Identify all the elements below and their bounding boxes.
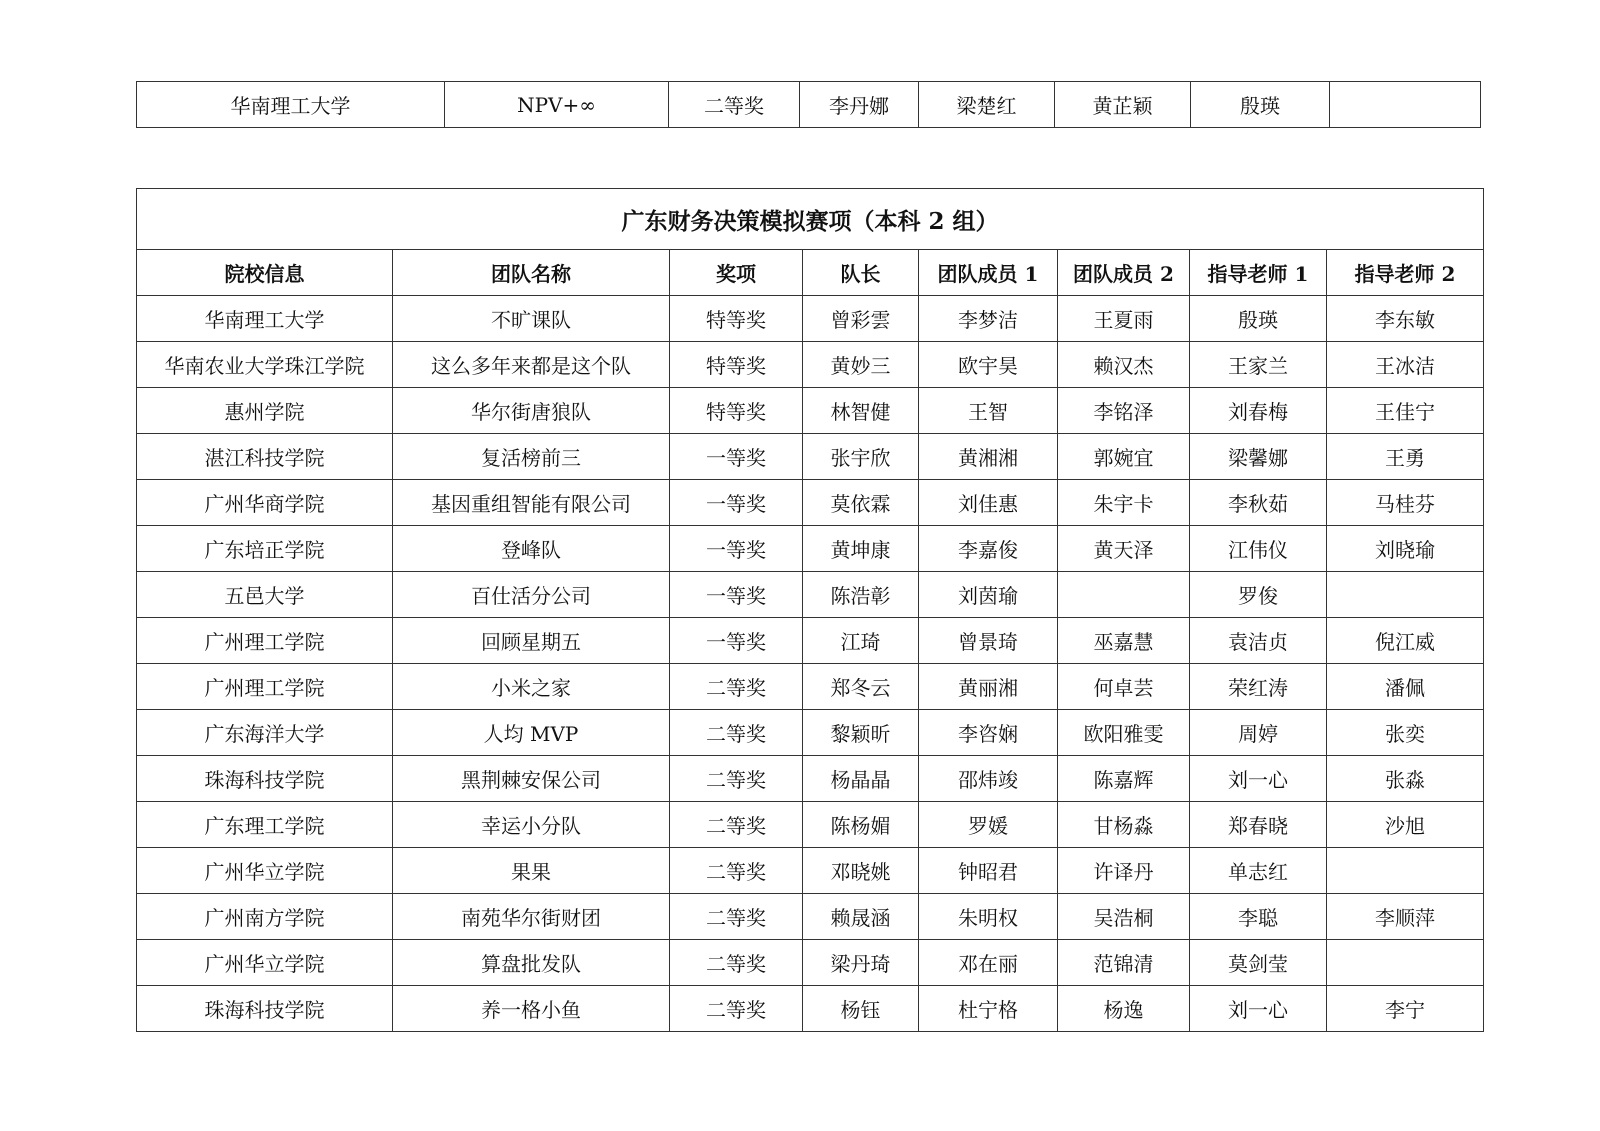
table-row	[137, 342, 1484, 388]
cell-member-2: 朱宇卡	[1058, 480, 1190, 526]
cell-team-name: 登峰队	[393, 526, 670, 572]
cell-team-name: 基因重组智能有限公司	[393, 480, 670, 526]
cell-captain: 黎颖昕	[803, 710, 919, 756]
cell-member-1: 李梦洁	[919, 296, 1058, 342]
cell-captain: 林智健	[803, 388, 919, 434]
cell-member-2	[1058, 572, 1190, 618]
cell-award: 二等奖	[670, 940, 803, 986]
cell-school: 广州南方学院	[137, 894, 393, 940]
cell-award: 特等奖	[670, 388, 803, 434]
cell-team-name: 果果	[393, 848, 670, 894]
cell-award: 二等奖	[670, 664, 803, 710]
cell-captain: 江琦	[803, 618, 919, 664]
table-header-row	[137, 250, 1484, 296]
cell-award: 二等奖	[670, 894, 803, 940]
cell-team-name: 黑荆棘安保公司	[393, 756, 670, 802]
cell-award: 特等奖	[670, 296, 803, 342]
cell-advisor-2: 王佳宁	[1327, 388, 1484, 434]
table-row	[137, 618, 1484, 664]
cell-advisor-1: 李秋茹	[1190, 480, 1327, 526]
cell-member-2: 赖汉杰	[1058, 342, 1190, 388]
column-header-award: 奖项	[670, 250, 803, 296]
cell-captain: 杨钰	[803, 986, 919, 1032]
cell-school: 湛江科技学院	[137, 434, 393, 480]
cell-member-2: 郭婉宜	[1058, 434, 1190, 480]
cell-advisor-2: 张奕	[1327, 710, 1484, 756]
cell-advisor-1: 殷瑛	[1190, 296, 1327, 342]
cell-team-name: 养一格小鱼	[393, 986, 670, 1032]
cell-member-1: 罗媛	[919, 802, 1058, 848]
cell-captain: 黄妙三	[803, 342, 919, 388]
column-header-member-2: 团队成员 2	[1058, 250, 1190, 296]
cell-school: 广东海洋大学	[137, 710, 393, 756]
cell-member-2: 李铭泽	[1058, 388, 1190, 434]
cell-school: 广东培正学院	[137, 526, 393, 572]
cell-member-2: 巫嘉慧	[1058, 618, 1190, 664]
table-row	[137, 82, 1481, 128]
column-header-advisor-2: 指导老师 2	[1327, 250, 1484, 296]
cell-advisor-2: 王冰洁	[1327, 342, 1484, 388]
cell-advisor-2	[1327, 572, 1484, 618]
cell-school: 广州华立学院	[137, 848, 393, 894]
table-row	[137, 480, 1484, 526]
cell-advisor-1: 荣红涛	[1190, 664, 1327, 710]
cell-advisor-1: 李聪	[1190, 894, 1327, 940]
cell-school: 珠海科技学院	[137, 756, 393, 802]
cell-member-1: 刘茵瑜	[919, 572, 1058, 618]
cell-school: 广州华商学院	[137, 480, 393, 526]
table-row	[137, 664, 1484, 710]
cell-school: 五邑大学	[137, 572, 393, 618]
cell-captain: 曾彩雲	[803, 296, 919, 342]
cell-member-1: 邓在丽	[919, 940, 1058, 986]
table-row	[137, 756, 1484, 802]
cell-advisor-1: 刘春梅	[1190, 388, 1327, 434]
cell-award: 一等奖	[670, 526, 803, 572]
cell-member-2: 陈嘉辉	[1058, 756, 1190, 802]
cell-advisor-2: 李宁	[1327, 986, 1484, 1032]
cell-captain: 郑冬云	[803, 664, 919, 710]
cell-advisor-2: 刘晓瑜	[1327, 526, 1484, 572]
cell-member-2: 黄芷颖	[1055, 82, 1191, 128]
cell-team-name: NPV+∞	[445, 82, 669, 128]
cell-captain: 邓晓姚	[803, 848, 919, 894]
cell-team-name: 南苑华尔街财团	[393, 894, 670, 940]
cell-advisor-1: 单志红	[1190, 848, 1327, 894]
cell-school: 广州华立学院	[137, 940, 393, 986]
cell-award: 特等奖	[670, 342, 803, 388]
cell-member-2: 王夏雨	[1058, 296, 1190, 342]
cell-team-name: 百仕活分公司	[393, 572, 670, 618]
column-header-member-1: 团队成员 1	[919, 250, 1058, 296]
table-row	[137, 296, 1484, 342]
cell-advisor-1: 江伟仪	[1190, 526, 1327, 572]
cell-team-name: 不旷课队	[393, 296, 670, 342]
cell-award: 二等奖	[669, 82, 800, 128]
cell-captain: 陈杨媚	[803, 802, 919, 848]
cell-advisor-2: 王勇	[1327, 434, 1484, 480]
cell-school: 华南理工大学	[137, 82, 445, 128]
cell-member-1: 朱明权	[919, 894, 1058, 940]
cell-school: 惠州学院	[137, 388, 393, 434]
column-header-school: 院校信息	[137, 250, 393, 296]
cell-advisor-2: 李东敏	[1327, 296, 1484, 342]
cell-award: 二等奖	[670, 848, 803, 894]
table-row	[137, 802, 1484, 848]
table-row	[137, 894, 1484, 940]
cell-advisor-2: 马桂芬	[1327, 480, 1484, 526]
cell-school: 广州理工学院	[137, 618, 393, 664]
cell-advisor-1: 刘一心	[1190, 756, 1327, 802]
cell-captain: 黄坤康	[803, 526, 919, 572]
cell-school: 华南理工大学	[137, 296, 393, 342]
cell-captain: 杨晶晶	[803, 756, 919, 802]
cell-advisor-2: 潘佩	[1327, 664, 1484, 710]
cell-member-1: 杜宁格	[919, 986, 1058, 1032]
cell-advisor-2: 沙旭	[1327, 802, 1484, 848]
cell-advisor-1: 袁洁贞	[1190, 618, 1327, 664]
cell-advisor-1: 王家兰	[1190, 342, 1327, 388]
cell-member-1: 梁楚红	[919, 82, 1055, 128]
cell-advisor-1: 梁馨娜	[1190, 434, 1327, 480]
cell-team-name: 小米之家	[393, 664, 670, 710]
cell-team-name: 回顾星期五	[393, 618, 670, 664]
cell-award: 二等奖	[670, 986, 803, 1032]
cell-advisor-1: 刘一心	[1190, 986, 1327, 1032]
cell-captain: 张宇欣	[803, 434, 919, 480]
cell-advisor-1: 罗俊	[1190, 572, 1327, 618]
cell-member-2: 杨逸	[1058, 986, 1190, 1032]
cell-award: 一等奖	[670, 434, 803, 480]
cell-advisor-2: 倪江威	[1327, 618, 1484, 664]
awards-table	[136, 188, 1484, 1032]
cell-member-2: 许译丹	[1058, 848, 1190, 894]
cell-advisor-1: 殷瑛	[1191, 82, 1330, 128]
cell-award: 一等奖	[670, 480, 803, 526]
cell-member-1: 邵炜竣	[919, 756, 1058, 802]
cell-school: 广州理工学院	[137, 664, 393, 710]
cell-advisor-1: 莫剑莹	[1190, 940, 1327, 986]
cell-team-name: 幸运小分队	[393, 802, 670, 848]
cell-captain: 陈浩彰	[803, 572, 919, 618]
table-row	[137, 434, 1484, 480]
previous-awards-table-continuation	[136, 81, 1481, 128]
cell-award: 二等奖	[670, 710, 803, 756]
cell-member-1: 钟昭君	[919, 848, 1058, 894]
cell-captain: 莫依霖	[803, 480, 919, 526]
cell-school: 广东理工学院	[137, 802, 393, 848]
table-row	[137, 388, 1484, 434]
cell-school: 珠海科技学院	[137, 986, 393, 1032]
cell-team-name: 这么多年来都是这个队	[393, 342, 670, 388]
cell-member-1: 王智	[919, 388, 1058, 434]
cell-award: 二等奖	[670, 802, 803, 848]
table-title-row	[137, 189, 1484, 250]
cell-captain: 赖晟涵	[803, 894, 919, 940]
cell-advisor-2: 张淼	[1327, 756, 1484, 802]
cell-member-1: 刘佳惠	[919, 480, 1058, 526]
cell-team-name: 算盘批发队	[393, 940, 670, 986]
table-title: 广东财务决策模拟赛项（本科 2 组）	[137, 189, 1484, 250]
column-header-team-name: 团队名称	[393, 250, 670, 296]
awards-table-body	[137, 296, 1484, 1032]
cell-member-1: 曾景琦	[919, 618, 1058, 664]
cell-member-1: 黄湘湘	[919, 434, 1058, 480]
table-row	[137, 572, 1484, 618]
cell-captain: 梁丹琦	[803, 940, 919, 986]
cell-member-2: 欧阳雅雯	[1058, 710, 1190, 756]
table-row	[137, 940, 1484, 986]
cell-advisor-1: 周婷	[1190, 710, 1327, 756]
cell-member-1: 李嘉俊	[919, 526, 1058, 572]
cell-award: 一等奖	[670, 618, 803, 664]
table-row	[137, 526, 1484, 572]
cell-team-name: 华尔街唐狼队	[393, 388, 670, 434]
cell-advisor-1: 郑春晓	[1190, 802, 1327, 848]
cell-member-2: 范锦清	[1058, 940, 1190, 986]
cell-member-2: 黄天泽	[1058, 526, 1190, 572]
cell-award: 二等奖	[670, 756, 803, 802]
cell-member-1: 李咨娴	[919, 710, 1058, 756]
table-row	[137, 710, 1484, 756]
cell-team-name: 复活榜前三	[393, 434, 670, 480]
cell-advisor-2	[1330, 82, 1481, 128]
column-header-captain: 队长	[803, 250, 919, 296]
cell-team-name: 人均 MVP	[393, 710, 670, 756]
cell-member-1: 欧宇昊	[919, 342, 1058, 388]
cell-school: 华南农业大学珠江学院	[137, 342, 393, 388]
table-row	[137, 848, 1484, 894]
table-row	[137, 986, 1484, 1032]
cell-member-2: 何卓芸	[1058, 664, 1190, 710]
cell-captain: 李丹娜	[800, 82, 919, 128]
cell-advisor-2	[1327, 848, 1484, 894]
previous-awards-table-body	[137, 82, 1481, 128]
column-header-advisor-1: 指导老师 1	[1190, 250, 1327, 296]
cell-advisor-2	[1327, 940, 1484, 986]
cell-member-1: 黄丽湘	[919, 664, 1058, 710]
cell-award: 一等奖	[670, 572, 803, 618]
cell-member-2: 甘杨淼	[1058, 802, 1190, 848]
cell-advisor-2: 李顺萍	[1327, 894, 1484, 940]
cell-member-2: 吴浩桐	[1058, 894, 1190, 940]
